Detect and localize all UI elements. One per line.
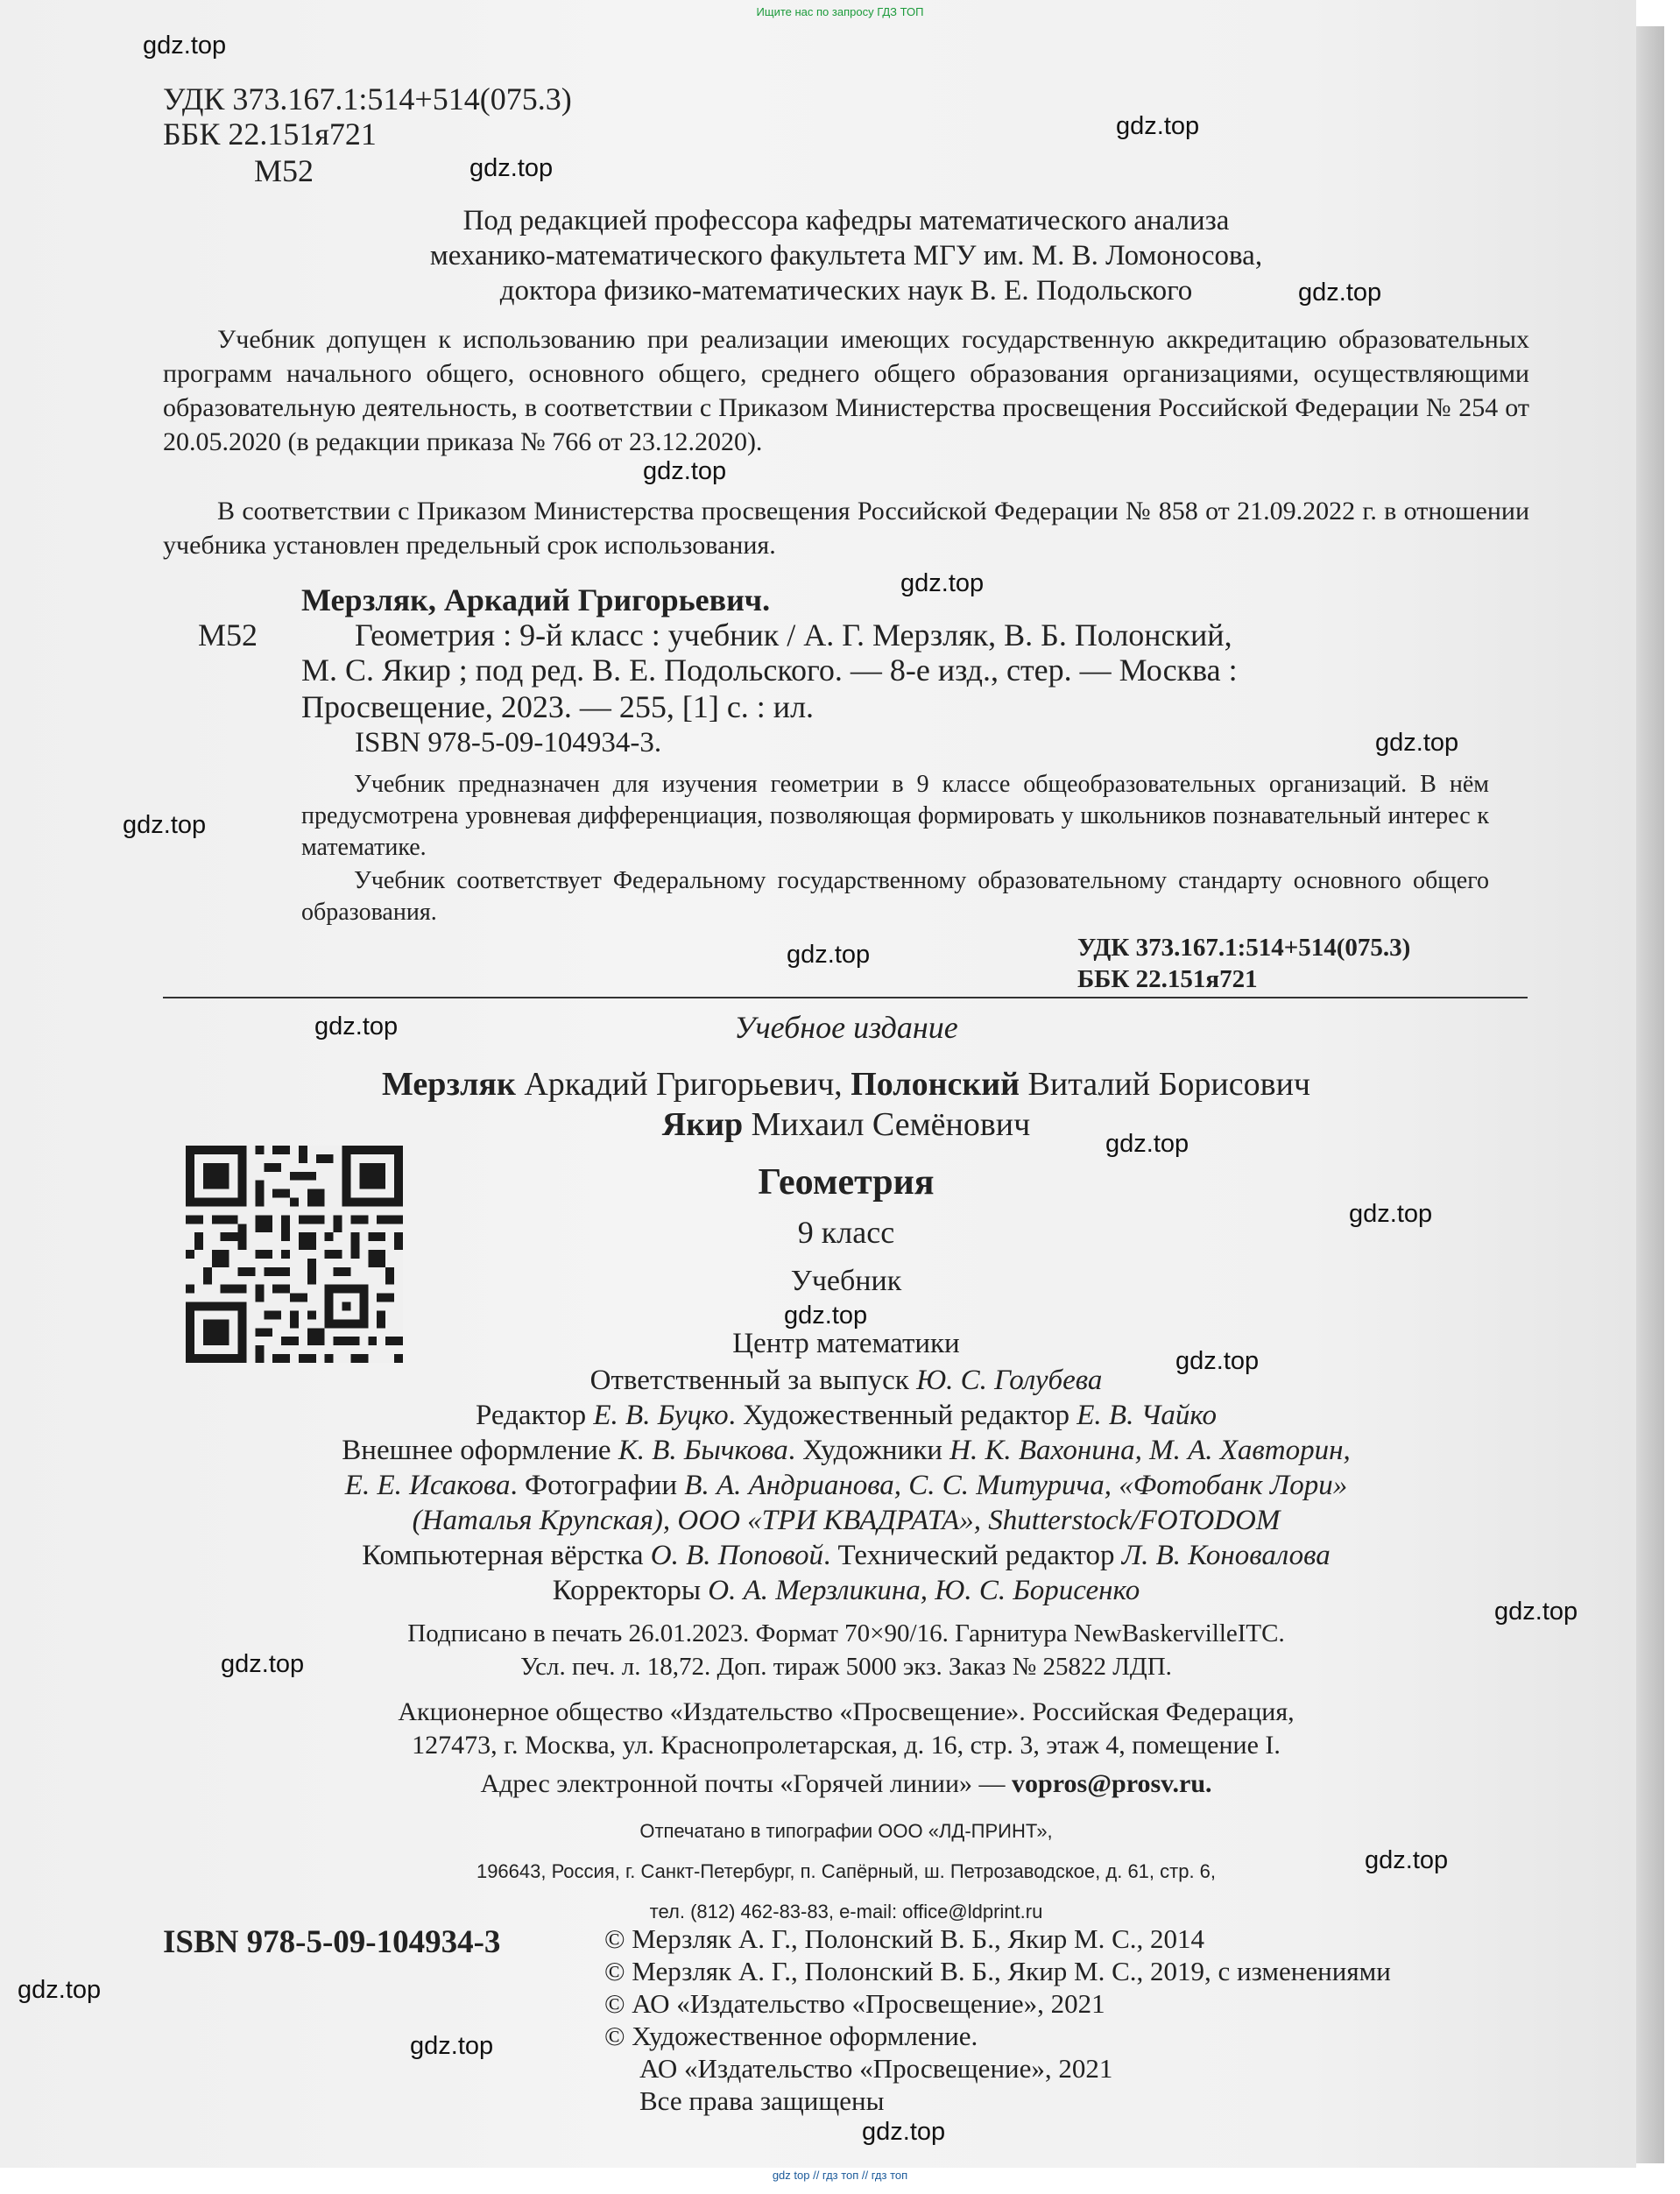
credit-line	[163, 1363, 1529, 1398]
watermark-label: gdz.top	[1494, 1598, 1578, 1626]
credit-line	[163, 1468, 1529, 1503]
publisher-line: Акционерное общество «Издательство «Просвещение». Российская Федерация,	[398, 1697, 1295, 1726]
biblio-author-mark: М52	[198, 617, 258, 653]
credit-name: О. А. Мерзликина, Ю. С. Борисенко	[708, 1575, 1140, 1606]
author-surname: Мерзляк	[381, 1066, 516, 1103]
author-name: Михаил Семёнович	[743, 1106, 1031, 1143]
credit-label: . Фотографии	[510, 1470, 685, 1501]
watermark-label: gdz.top	[1365, 1846, 1449, 1874]
printer-info	[163, 1811, 1529, 1932]
credit-label: . Художники	[787, 1435, 950, 1466]
credit-line	[163, 1503, 1529, 1538]
author-surname: Полонский	[851, 1066, 1020, 1103]
print-line: Подписано в печать 26.01.2023. Формат 70×90/16. Гарнитура NewBaskervilleITC.	[407, 1619, 1285, 1647]
watermark-label: gdz.top	[314, 1012, 399, 1041]
printer-line: Отпечатано в типографии ООО «ЛД-ПРИНТ»,	[639, 1820, 1053, 1842]
page-edge-shadow	[1636, 26, 1664, 2163]
watermark-label: gdz.top	[1105, 1130, 1189, 1158]
biblio-line: М. С. Якир ; под ред. В. Е. Подольского. — 8-е изд., стер. — Москва :	[301, 653, 1238, 688]
bbk-code: ББК 22.151я721	[163, 116, 377, 152]
watermark-label: gdz.top	[784, 1302, 868, 1330]
copyright-line: © Мерзляк А. Г., Полонский В. Б., Якир М. С., 2014	[604, 1923, 1205, 1954]
copyright-line: АО «Издательство «Просвещение», 2021	[639, 2053, 1113, 2084]
printer-line: 196643, Россия, г. Санкт-Петербург, п. Сапёрный, ш. Петрозаводское, д. 61, стр. 6,	[476, 1860, 1217, 1882]
biblio-author: Мерзляк, Аркадий Григорьевич.	[301, 582, 771, 617]
bottom-banner[interactable]: gdz top // гдз топ // гдз топ	[772, 2169, 908, 2182]
hotline-email-line	[163, 1769, 1529, 1799]
author-mark: М52	[254, 153, 314, 188]
credit-name: Н. К. Вахонина, М. А. Хавторин,	[949, 1435, 1351, 1466]
credit-label: Компьютерная вёрстка	[362, 1540, 651, 1571]
credit-name: Е. В. Чайко	[1076, 1400, 1217, 1431]
biblio-line: Просвещение, 2023. — 255, [1] с. : ил.	[301, 689, 815, 724]
copyright-line: © Художественное оформление.	[604, 2021, 978, 2051]
watermark-label: gdz.top	[123, 811, 207, 839]
credit-line	[163, 1433, 1529, 1468]
watermark-label: gdz.top	[410, 2032, 494, 2060]
credit-line	[163, 1538, 1529, 1573]
udk-code: УДК 373.167.1:514+514(075.3)	[163, 81, 572, 116]
biblio-udk: УДК 373.167.1:514+514(075.3)	[1077, 934, 1411, 962]
credit-label: . Художественный редактор	[728, 1400, 1077, 1431]
printer-line: тел. (812) 462-83-83, e-mail: office@ldprint.ru	[649, 1901, 1043, 1922]
publisher-line: 127473, г. Москва, ул. Краснопролетарская, д. 16, стр. 3, этаж 4, помещение I.	[412, 1731, 1281, 1760]
book-kind: Учебник	[790, 1265, 902, 1297]
approval-paragraph: Учебник допущен к использованию при реализации имеющих государственную аккредитацию образовательных программ начального общего, основного общего, среднего общего образования организациями, осуществляющими образовательную деятельность, в соответствии с Приказом Министерства просвещения Российской Федерации № 254 от 20.05.2020 (в редакции приказа № 766 от 23.12.2020).	[163, 325, 1529, 456]
credit-label: Корректоры	[552, 1575, 709, 1606]
biblio-annotation: Учебник предназначен для изучения геометрии в 9 классе общеобразовательных организаций. В нём предусмотрена уровневая дифференциация, позволяющая формировать у школьников познавательный интерес к математике.	[301, 771, 1489, 861]
copyright-line: © Мерзляк А. Г., Полонский В. Б., Якир М. С., 2019, с изменениями	[604, 1956, 1391, 1986]
editor-line: механико-математического факультета МГУ им. М. В. Ломоносова,	[429, 240, 1263, 272]
biblio-line: Геометрия : 9-й класс : учебник / А. Г. Мерзляк, В. Б. Полонский,	[355, 617, 1232, 653]
term-paragraph: В соответствии с Приказом Министерства просвещения Российской Федерации № 858 от 21.09.2022 г. в отношении учебника установлен предельный срок использования.	[163, 497, 1529, 560]
book-grade: 9 класс	[797, 1215, 895, 1250]
credit-name: К. В. Бычкова	[618, 1435, 788, 1466]
author-name: Аркадий Григорьевич,	[515, 1066, 851, 1103]
authors-line	[163, 1065, 1529, 1104]
hotline-email-link[interactable]: vopros@prosv.ru.	[1012, 1769, 1212, 1798]
watermark-label: gdz.top	[900, 569, 985, 597]
isbn-footer: ISBN 978-5-09-104934-3	[163, 1924, 501, 1960]
edition-type: Учебное издание	[734, 1010, 958, 1045]
authors-line	[163, 1105, 1529, 1144]
separator-line	[163, 997, 1528, 998]
publisher-info	[163, 1696, 1529, 1762]
author-surname: Якир	[661, 1106, 744, 1143]
hotline-label: Адрес электронной почты «Горячей линии» —	[480, 1769, 1013, 1798]
credit-name: Е. Е. Исакова	[344, 1470, 511, 1501]
watermark-label: gdz.top	[1375, 729, 1459, 757]
copyright-line: Все права защищены	[639, 2085, 885, 2116]
credit-line	[163, 1573, 1529, 1608]
credit-label: Ответственный за выпуск	[589, 1365, 917, 1396]
credit-name: Ю. С. Голубева	[916, 1365, 1103, 1396]
watermark-label: gdz.top	[143, 32, 227, 60]
biblio-isbn: ISBN 978-5-09-104934-3.	[355, 727, 662, 758]
watermark-label: gdz.top	[1298, 279, 1382, 307]
watermark-label: gdz.top	[862, 2118, 946, 2146]
watermark-label: gdz.top	[469, 154, 554, 182]
credit-name: Л. В. Коновалова	[1121, 1540, 1331, 1571]
author-name: Виталий Борисович	[1020, 1066, 1311, 1103]
biblio-bbk: ББК 22.151я721	[1077, 965, 1258, 993]
editor-line: Под редакцией профессора кафедры математического анализа	[462, 205, 1230, 236]
editor-line: доктора физико-математических наук В. Е. Подольского	[499, 275, 1193, 307]
watermark-label: gdz.top	[1175, 1347, 1260, 1375]
watermark-label: gdz.top	[643, 457, 727, 485]
watermark-label: gdz.top	[221, 1650, 305, 1678]
credit-line	[163, 1398, 1529, 1433]
watermark-label: gdz.top	[1116, 112, 1200, 140]
credit-name: (Наталья Крупская), ООО «ТРИ КВАДРАТА», Shutterstock/FOTODOM	[412, 1505, 1281, 1536]
credit-name: О. В. Поповой	[650, 1540, 824, 1571]
credit-label: . Технический редактор	[823, 1540, 1122, 1571]
credit-label: Внешнее оформление	[342, 1435, 618, 1466]
top-banner[interactable]: Ищите нас по запросу ГДЗ ТОП	[756, 5, 924, 18]
copyright-line: © АО «Издательство «Просвещение», 2021	[604, 1988, 1105, 2019]
print-line: Усл. печ. л. 18,72. Доп. тираж 5000 экз. Заказ № 25822 ЛДП.	[520, 1653, 1172, 1681]
book-title: Геометрия	[758, 1162, 935, 1203]
watermark-label: gdz.top	[787, 941, 871, 969]
copyright-block	[604, 1923, 1391, 2118]
credit-name: Е. В. Буцко	[593, 1400, 729, 1431]
credit-label: Редактор	[475, 1400, 594, 1431]
biblio-annotation: Учебник соответствует Федеральному государственному образовательному стандарту основного общего образования.	[301, 867, 1489, 926]
credits-block	[163, 1363, 1529, 1608]
credit-name: В. А. Андрианова, С. С. Митурича, «Фотобанк Лори»	[684, 1470, 1348, 1501]
watermark-label: gdz.top	[18, 1976, 102, 2004]
watermark-label: gdz.top	[1349, 1200, 1433, 1228]
print-info	[163, 1617, 1529, 1683]
math-center: Центр математики	[732, 1328, 960, 1359]
